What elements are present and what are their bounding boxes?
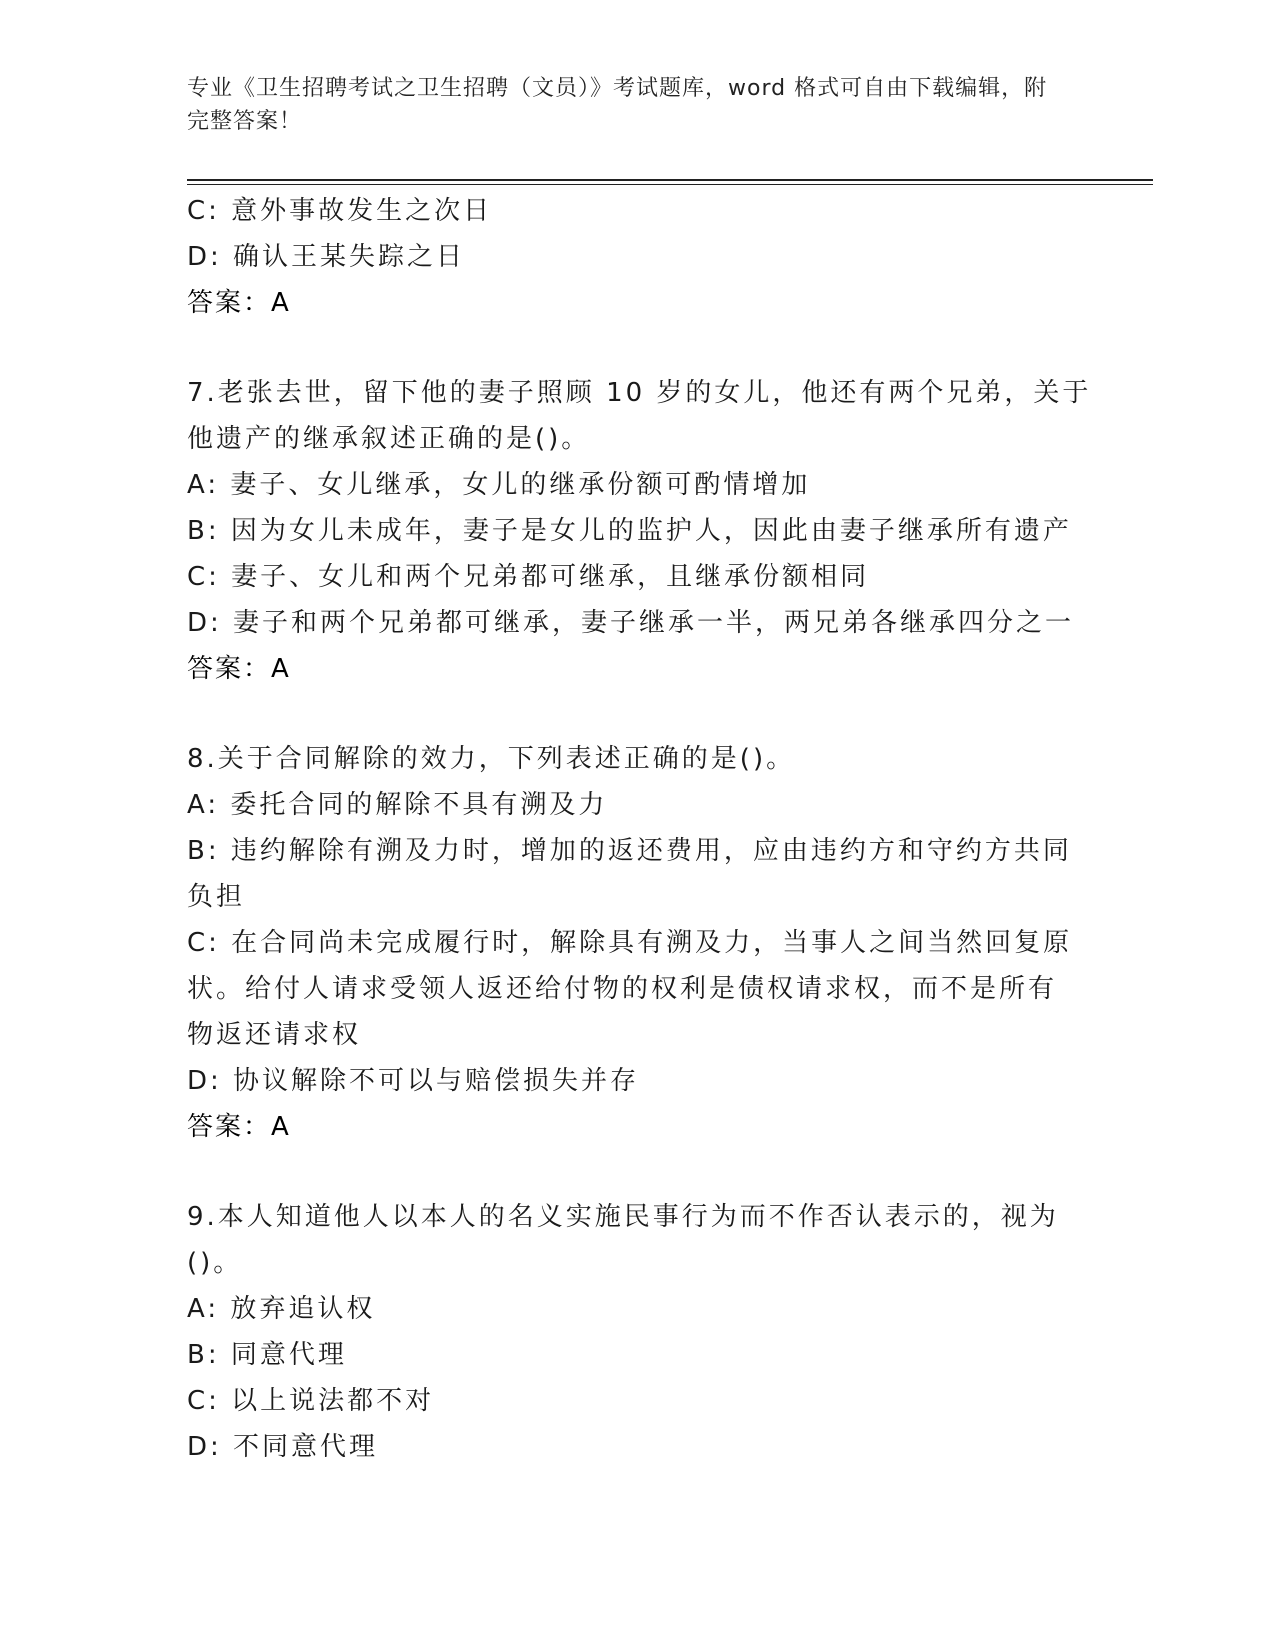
- option-b-continued: 负担: [187, 882, 246, 912]
- answer: 答案：A: [187, 288, 291, 318]
- option-b: B: 违约解除有溯及力时，增加的返还费用，应由违约方和守约方共同: [187, 836, 1072, 866]
- question-stem: 7.老张去世，留下他的妻子照顾 10 岁的女儿，他还有两个兄弟，关于: [187, 378, 1092, 408]
- answer: 答案：A: [187, 1112, 291, 1142]
- option-d: D: 确认王某失踪之日: [187, 242, 466, 272]
- question-stem: 9.本人知道他人以本人的名义实施民事行为而不作否认表示的，视为: [187, 1202, 1059, 1232]
- option-d: D: 协议解除不可以与赔偿损失并存: [187, 1066, 640, 1096]
- question-7: [187, 370, 1092, 692]
- option-a: A: 放弃追认权: [187, 1294, 376, 1324]
- question-9: [187, 1194, 1087, 1470]
- option-c-continued: 状。给付人请求受领人返还给付物的权利是债权请求权，而不是所有: [187, 974, 1058, 1004]
- option-b: B: 同意代理: [187, 1340, 347, 1370]
- option-c: C: 妻子、女儿和两个兄弟都可继承，且继承份额相同: [187, 562, 870, 592]
- spacer: [187, 326, 1087, 370]
- option-c-continued-2: 物返还请求权: [187, 1020, 362, 1050]
- option-c: C: 以上说法都不对: [187, 1386, 435, 1416]
- question-8: [187, 736, 1087, 1150]
- question-stem-continued: ()。: [187, 1248, 243, 1278]
- option-a: A: 委托合同的解除不具有溯及力: [187, 790, 608, 820]
- header-divider-thin: [187, 184, 1153, 185]
- option-c: C: 在合同尚未完成履行时，解除具有溯及力，当事人之间当然回复原: [187, 928, 1073, 958]
- spacer: [187, 692, 1087, 736]
- header-divider-thick: [187, 179, 1153, 181]
- question-6-tail: [187, 188, 1087, 326]
- option-d: D: 不同意代理: [187, 1432, 379, 1462]
- spacer: [187, 1150, 1087, 1194]
- question-stem-continued: 他遗产的继承叙述正确的是()。: [187, 424, 591, 454]
- question-stem: 8.关于合同解除的效力，下列表述正确的是()。: [187, 744, 796, 774]
- document-header: 专业《卫生招聘考试之卫生招聘（文员）》考试题库，word 格式可自由下载编辑，附完整答案！: [187, 76, 1048, 134]
- option-d: D: 妻子和两个兄弟都可继承，妻子继承一半，两兄弟各继承四分之一: [187, 608, 1075, 638]
- question-list: [187, 188, 1092, 1470]
- option-c: C: 意外事故发生之次日: [187, 196, 493, 226]
- option-a: A: 妻子、女儿继承，女儿的继承份额可酌情增加: [187, 470, 811, 500]
- answer: 答案：A: [187, 654, 291, 684]
- option-b: B: 因为女儿未成年，妻子是女儿的监护人，因此由妻子继承所有遗产: [187, 516, 1072, 546]
